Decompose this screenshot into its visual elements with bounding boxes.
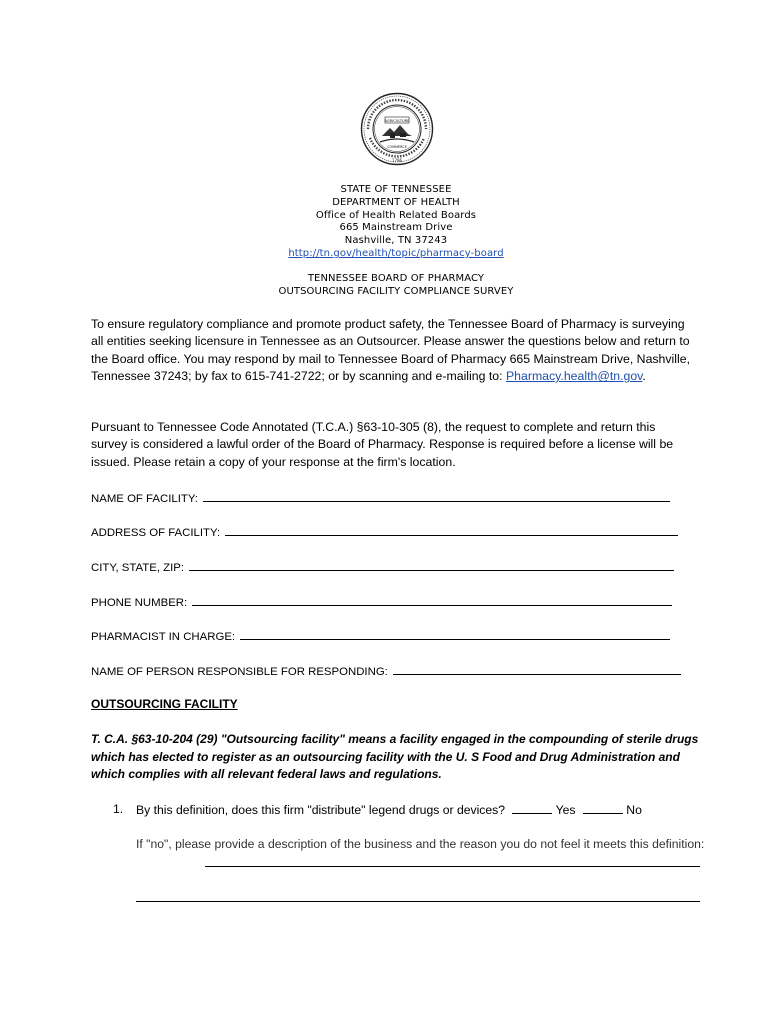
facility-address-input[interactable]: [225, 524, 678, 536]
street-address: 665 Mainstream Drive: [339, 222, 453, 233]
pharmacist-in-charge-field[interactable]: [91, 628, 691, 643]
facility-name-field[interactable]: [91, 490, 691, 505]
followup-answer-line-1[interactable]: [205, 866, 700, 867]
state-name: STATE OF TENNESSEE: [340, 184, 452, 195]
question-1: [136, 802, 642, 817]
svg-text:COMMERCE: COMMERCE: [387, 145, 407, 149]
board-name: TENNESSEE BOARD OF PHARMACY: [307, 273, 485, 284]
board-website-link[interactable]: http://tn.gov/health/topic/pharmacy-board: [288, 248, 504, 259]
office-name: Office of Health Related Boards: [315, 210, 477, 221]
svg-text:AGRICULTURE: AGRICULTURE: [384, 119, 410, 123]
responsible-person-label: NAME OF PERSON RESPONSIBLE FOR RESPONDING:: [91, 666, 388, 678]
facility-address-field[interactable]: [91, 524, 691, 539]
responsible-person-input[interactable]: [393, 663, 681, 675]
pharmacist-in-charge-label: PHARMACIST IN CHARGE:: [91, 631, 236, 643]
phone-number-field[interactable]: [91, 594, 691, 609]
svg-text:1796: 1796: [391, 158, 403, 163]
city-state-zip-input[interactable]: [189, 559, 674, 571]
facility-name-input[interactable]: [203, 490, 670, 502]
facility-address-label: ADDRESS OF FACILITY:: [91, 527, 221, 539]
facility-name-label: NAME OF FACILITY:: [91, 493, 198, 505]
question-number: 1.: [113, 802, 124, 816]
no-label: No: [626, 803, 642, 817]
yes-label: Yes: [555, 803, 576, 817]
responsible-person-field[interactable]: [91, 663, 691, 678]
intro-paragraph: [91, 316, 691, 386]
city-address: Nashville, TN 37243: [344, 235, 448, 246]
email-link[interactable]: Pharmacy.health@tn.gov: [505, 369, 643, 384]
pharmacist-in-charge-input[interactable]: [240, 628, 670, 640]
yes-answer-input[interactable]: [512, 802, 552, 814]
question-1-followup: If "no", please provide a description of the business and the reason you do not feel it meets this definition:: [136, 837, 705, 851]
no-answer-input[interactable]: [583, 802, 623, 814]
outsourcing-definition: T. C.A. §63-10-204 (29) "Outsourcing facility" means a facility engaged in the compounding of sterile drugs which has elected to register as an outsourcing facility with the U. S Food and Drug Administration and which complies with all relevant federal laws and regulations.: [91, 732, 699, 781]
phone-number-input[interactable]: [192, 594, 672, 606]
city-state-zip-field[interactable]: [91, 559, 691, 574]
question-1-text: By this definition, does this firm "distribute" legend drugs or devices?: [136, 803, 506, 817]
section-title: OUTSOURCING FACILITY: [91, 697, 238, 711]
department-name: DEPARTMENT OF HEALTH: [332, 197, 460, 208]
phone-number-label: PHONE NUMBER:: [91, 597, 188, 609]
intro-suffix: .: [642, 369, 646, 384]
city-state-zip-label: CITY, STATE, ZIP:: [91, 562, 185, 574]
intro-text: To ensure regulatory compliance and promote product safety, the Tennessee Board of Pharmacy is surveying all entities seeking licensure in Tennessee as an Outsourcer. Please answer the questions below and return to the Board office. You may respond by mail to Tennessee Board of Pharmacy 665 Mainstream Drive, Nashville, Tennessee 37243; by fax to 615-741-2722; or by scanning and e-mailing to:: [91, 317, 690, 384]
followup-answer-line-2[interactable]: [136, 901, 700, 902]
lawful-order-notice: Pursuant to Tennessee Code Annotated (T.C.A.) §63-10-305 (8), the request to complete and return this survey is considered a lawful order of the Board of Pharmacy. Response is required before a license will be issued. Please retain a copy of your response at the firm's location.: [91, 420, 674, 469]
survey-title: OUTSOURCING FACILITY COMPLIANCE SURVEY: [278, 286, 514, 297]
tennessee-state-seal-icon: [360, 92, 434, 166]
